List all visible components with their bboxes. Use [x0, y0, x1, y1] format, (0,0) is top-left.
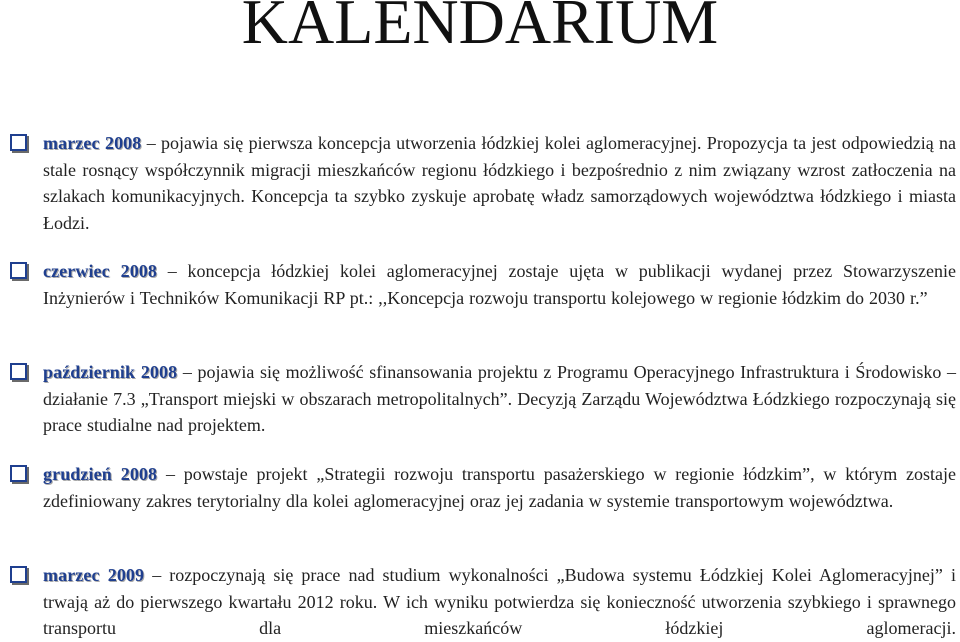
timeline-entry: [10, 562, 956, 642]
entry-paragraph: [43, 258, 956, 311]
checkbox-square-icon: [10, 134, 27, 151]
entry-text: – pojawia się możliwość sfinansowania projektu z Programu Operacyjnego Infrastruktura i Środowisko – działanie 7.3 „Transport miejski w obszarach metropolitalnych”. Decyzją Zarządu Województwa Łódzkiego rozpoczynają się prace studialne nad projektem.: [43, 362, 956, 436]
entry-date: czerwiec 2008: [43, 261, 158, 281]
entry-paragraph: [43, 461, 956, 514]
timeline-entry: [10, 130, 956, 236]
entry-text: – rozpoczynają się prace nad studium wykonalności „Budowa systemu Łódzkiej Kolei Aglomeracyjnej” i trwają aż do pierwszego kwartału 2012 roku. W ich wyniku potwierdza się konieczność utworzenia szybkiego i sprawnego transportu dla mieszkańców łódzkiej aglomeracji.: [43, 565, 956, 639]
entry-date: październik 2008: [43, 362, 178, 382]
timeline-entry: [10, 461, 956, 514]
entry-paragraph: [43, 562, 956, 642]
checkbox-square-icon: [10, 363, 27, 380]
entry-text: – pojawia się pierwsza koncepcja utworzenia łódzkiej kolei aglomeracyjnej. Propozycja ta jest odpowiedzią na stale rosnący współczynnik migracji mieszkańców regionu łódzkiego i bezpośrednio z nim związany wzrost zatłoczenia na szlakach komunikacyjnych. Koncepcja ta szybko zyskuje aprobatę władz samorządowych województwa łódzkiego i miasta Łodzi.: [43, 133, 956, 233]
checkbox-square-icon: [10, 262, 27, 279]
checkbox-square-icon: [10, 566, 27, 583]
entry-date: marzec 2009: [43, 565, 145, 585]
checkbox-square-icon: [10, 465, 27, 482]
entry-paragraph: [43, 359, 956, 439]
entry-text: – powstaje projekt „Strategii rozwoju transportu pasażerskiego w regionie łódzkim”, w którym zostaje zdefiniowany zakres terytorialny dla kolei aglomeracyjnej oraz jej zadania w systemie transportowym województwa.: [43, 464, 956, 511]
entry-date: marzec 2008: [43, 133, 142, 153]
entry-text: – koncepcja łódzkiej kolei aglomeracyjnej zostaje ujęta w publikacji wydanej przez Stowarzyszenie Inżynierów i Techników Komunikacji RP pt.: ,,Koncepcja rozwoju transportu kolejowego w regionie łódzkim do 2030 r.”: [43, 261, 956, 308]
timeline-entry: [10, 359, 956, 439]
entry-paragraph: [43, 130, 956, 236]
page-title: KALENDARIUM: [241, 0, 719, 57]
entry-date: grudzień 2008: [43, 464, 158, 484]
timeline-entry: [10, 258, 956, 311]
